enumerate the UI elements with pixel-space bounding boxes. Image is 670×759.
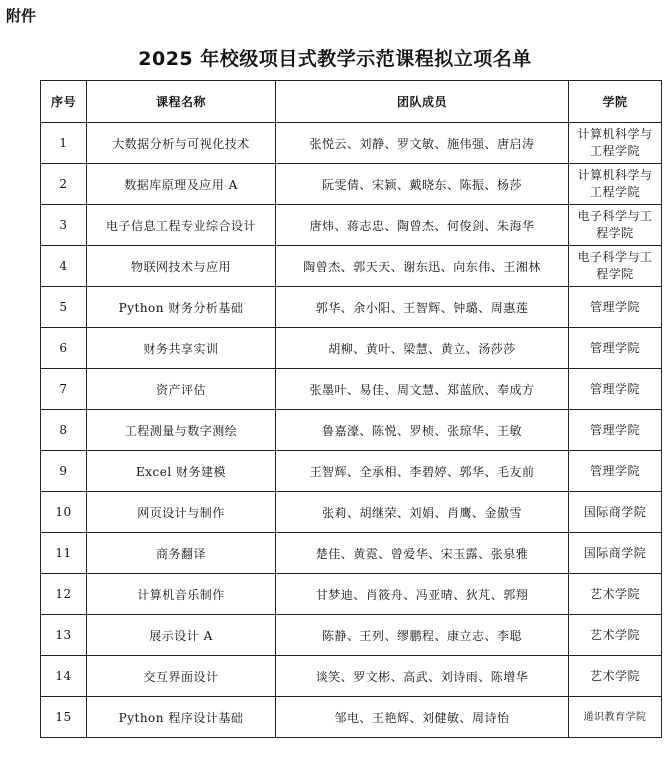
row-no: 3 (41, 205, 87, 246)
table-row (41, 123, 662, 164)
row-team: 郭华、余小阳、王智辉、钟璐、周惠莲 (276, 287, 569, 328)
table-row (41, 656, 662, 697)
row-no: 15 (41, 697, 87, 738)
document-title: 2025 年校级项目式教学示范课程拟立项名单 (138, 48, 532, 70)
row-team: 陈静、王列、缪鹏程、康立志、李聪 (276, 615, 569, 656)
row-no: 12 (41, 574, 87, 615)
row-college: 计算机科学与工程学院 (569, 123, 662, 164)
row-college: 管理学院 (569, 287, 662, 328)
row-team: 王智辉、全承相、李碧婷、郭华、毛友前 (276, 451, 569, 492)
row-course: Python 程序设计基础 (87, 697, 276, 738)
row-course: Excel 财务建模 (87, 451, 276, 492)
row-college: 管理学院 (569, 410, 662, 451)
row-course: Python 财务分析基础 (87, 287, 276, 328)
row-college: 电子科学与工程学院 (569, 246, 662, 287)
table-header-row (41, 81, 662, 123)
row-team: 谈笑、罗文彬、高武、刘诗雨、陈增华 (276, 656, 569, 697)
row-course: 网页设计与制作 (87, 492, 276, 533)
table-row (41, 328, 662, 369)
header-team: 团队成员 (276, 81, 569, 123)
row-course: 商务翻译 (87, 533, 276, 574)
row-team: 唐炜、蒋志忠、陶曾杰、何俊剑、朱海华 (276, 205, 569, 246)
row-course: 展示设计 A (87, 615, 276, 656)
row-no: 14 (41, 656, 87, 697)
row-college: 计算机科学与工程学院 (569, 164, 662, 205)
row-no: 11 (41, 533, 87, 574)
course-list-table (40, 80, 662, 738)
row-no: 13 (41, 615, 87, 656)
row-college: 通识教育学院 (569, 697, 662, 738)
row-team: 胡柳、黄叶、梁慧、黄立、汤莎莎 (276, 328, 569, 369)
table-row (41, 615, 662, 656)
row-team: 张莉、胡继荣、刘娟、肖鹰、金傲雪 (276, 492, 569, 533)
row-college: 艺术学院 (569, 656, 662, 697)
row-no: 8 (41, 410, 87, 451)
row-college: 管理学院 (569, 328, 662, 369)
row-team: 鲁嘉濠、陈悦、罗桢、张琼华、王敏 (276, 410, 569, 451)
row-college: 电子科学与工程学院 (569, 205, 662, 246)
row-course: 电子信息工程专业综合设计 (87, 205, 276, 246)
table-row (41, 451, 662, 492)
row-college: 艺术学院 (569, 615, 662, 656)
header-no: 序号 (41, 81, 87, 123)
row-course: 大数据分析与可视化技术 (87, 123, 276, 164)
row-no: 4 (41, 246, 87, 287)
row-college: 国际商学院 (569, 533, 662, 574)
row-course: 财务共享实训 (87, 328, 276, 369)
row-college: 管理学院 (569, 369, 662, 410)
row-course: 数据库原理及应用 A (87, 164, 276, 205)
table-row (41, 246, 662, 287)
table-row (41, 287, 662, 328)
header-college: 学院 (569, 81, 662, 123)
table-row (41, 164, 662, 205)
row-team: 甘梦迪、肖筱舟、冯亚晴、狄芃、郭翔 (276, 574, 569, 615)
row-no: 7 (41, 369, 87, 410)
row-no: 6 (41, 328, 87, 369)
row-team: 张悦云、刘静、罗文敏、施伟强、唐启涛 (276, 123, 569, 164)
row-no: 10 (41, 492, 87, 533)
row-no: 1 (41, 123, 87, 164)
row-team: 阮雯倩、宋颖、戴晓东、陈振、杨莎 (276, 164, 569, 205)
header-course: 课程名称 (87, 81, 276, 123)
row-no: 2 (41, 164, 87, 205)
table-row (41, 369, 662, 410)
row-course: 交互界面设计 (87, 656, 276, 697)
table-row (41, 574, 662, 615)
row-no: 9 (41, 451, 87, 492)
table-row (41, 410, 662, 451)
row-course: 工程测量与数字测绘 (87, 410, 276, 451)
row-no: 5 (41, 287, 87, 328)
table-row (41, 697, 662, 738)
row-team: 楚佳、黄霓、曾爱华、宋玉露、张泉雅 (276, 533, 569, 574)
table-row (41, 533, 662, 574)
row-team: 邹电、王艳辉、刘健敏、周诗怡 (276, 697, 569, 738)
row-course: 物联网技术与应用 (87, 246, 276, 287)
row-college: 艺术学院 (569, 574, 662, 615)
row-course: 资产评估 (87, 369, 276, 410)
table-row (41, 205, 662, 246)
row-course: 计算机音乐制作 (87, 574, 276, 615)
row-team: 陶曾杰、郭天天、谢东迅、向东伟、王湘林 (276, 246, 569, 287)
row-college: 国际商学院 (569, 492, 662, 533)
row-team: 张墨叶、易佳、周文慧、郑蓝欣、奉成方 (276, 369, 569, 410)
table-row (41, 492, 662, 533)
row-college: 管理学院 (569, 451, 662, 492)
attachment-label: 附件 (6, 7, 37, 25)
